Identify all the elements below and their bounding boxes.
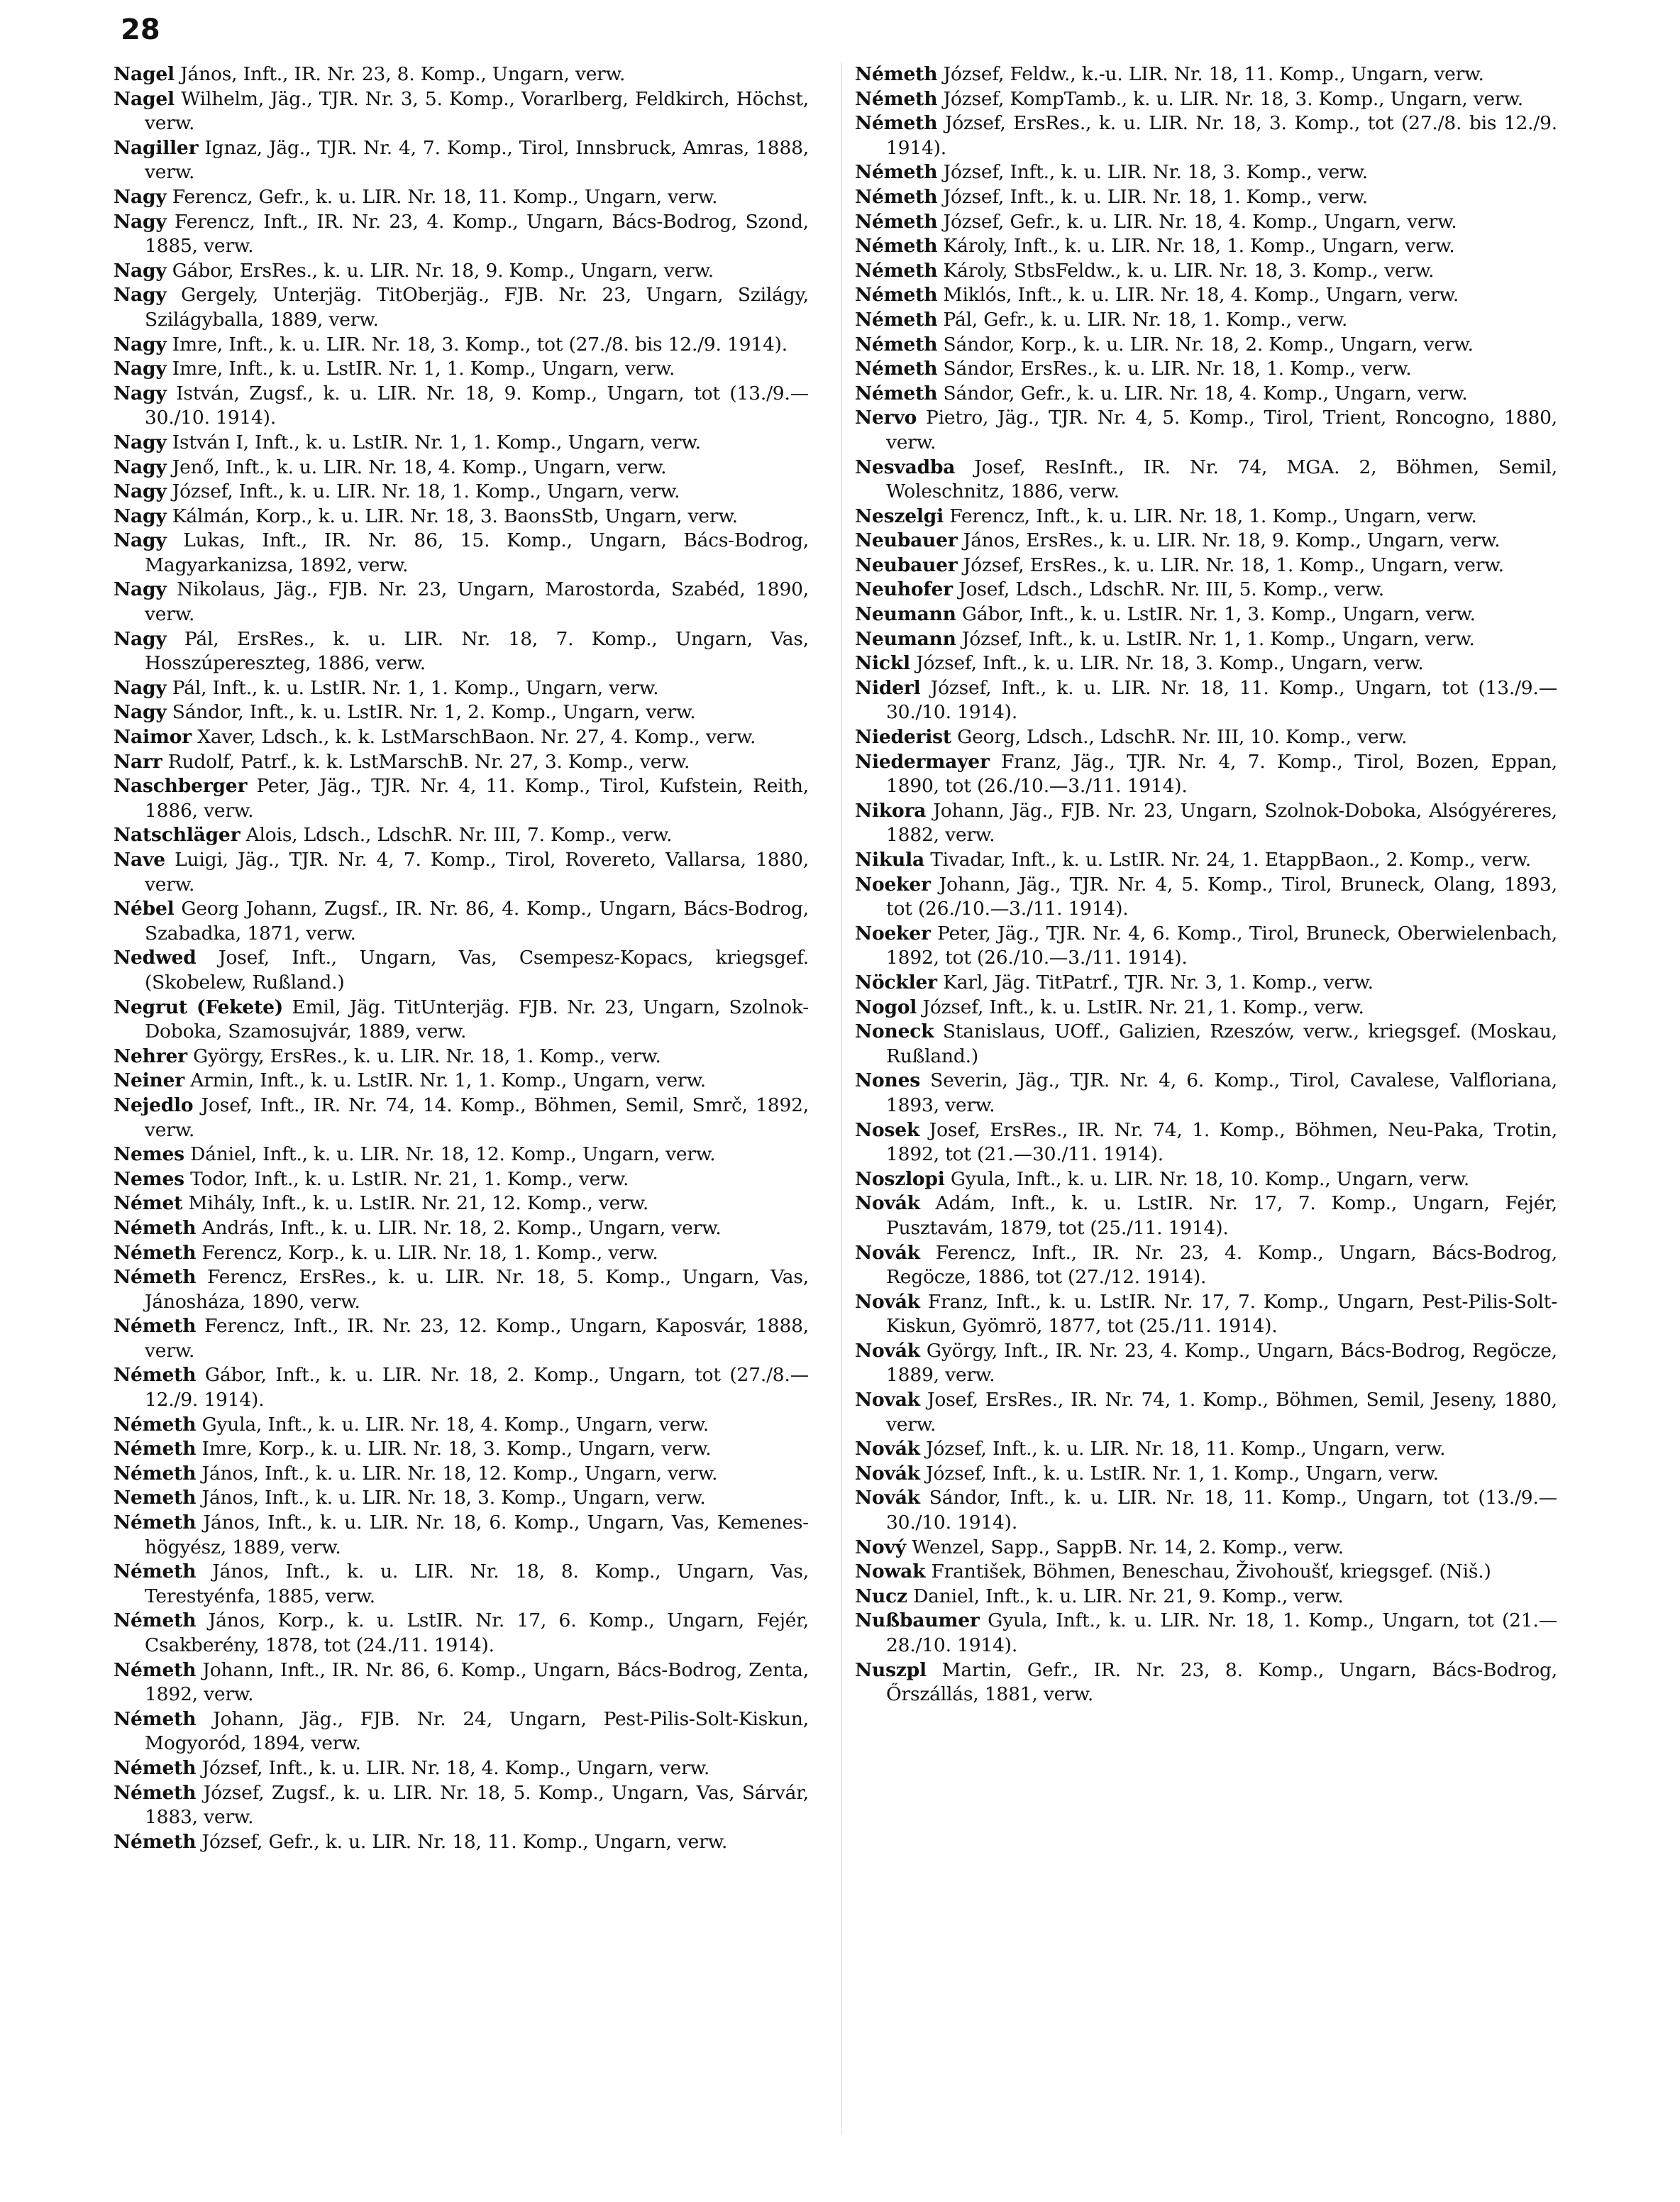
roster-entry <box>855 1658 1557 1707</box>
entry-details: Peter, Jäg., TJR. Nr. 4, 6. Komp., Tirol, Bruneck, Oberwielenbach, 1892, tot (26./10.—3./11. 1914). <box>886 922 1557 969</box>
entry-surname: Neiner <box>114 1069 185 1092</box>
entry-details: Daniel, Inft., k. u. LIR. Nr. 21, 9. Komp., verw. <box>907 1585 1344 1607</box>
roster-entry <box>114 480 809 505</box>
roster-entry <box>855 1585 1557 1609</box>
entry-surname: Nagy <box>114 505 167 527</box>
entry-details: Kálmán, Korp., k. u. LIR. Nr. 18, 3. BaonsStb, Ungarn, verw. <box>166 505 738 527</box>
entry-surname: Nový <box>855 1536 906 1558</box>
entry-surname: Nucz <box>855 1585 907 1607</box>
entry-details: Gyula, Inft., k. u. LIR. Nr. 18, 1. Komp., Ungarn, tot (21.—28./10. 1914). <box>886 1609 1557 1656</box>
entry-details: Josef, Inft., Ungarn, Vas, Csempesz-Kopacs, kriegsgef. (Skobelew, Rußland.) <box>145 947 809 993</box>
entry-surname: Nagy <box>114 358 167 380</box>
roster-entry <box>114 578 809 627</box>
roster-entry <box>855 676 1557 725</box>
roster-entry <box>855 1339 1557 1388</box>
entry-details: Johann, Jäg., TJR. Nr. 4, 5. Komp., Tirol, Bruneck, Olang, 1893, tot (26./10.—3./11. 1914). <box>886 873 1557 920</box>
roster-entry <box>114 1511 809 1560</box>
entry-details: Josef, ErsRes., IR. Nr. 74, 1. Komp., Böhmen, Neu-Paka, Trotin, 1892, tot (21.—30./11. 1914). <box>886 1118 1557 1166</box>
entry-details: Karl, Jäg. TitPatrf., TJR. Nr. 3, 1. Komp., verw. <box>936 971 1374 993</box>
entry-surname: Németh <box>114 1216 197 1239</box>
entry-surname: Nébel <box>114 898 175 920</box>
entry-details: György, ErsRes., k. u. LIR. Nr. 18, 1. Komp., verw. <box>187 1045 661 1067</box>
roster-entry <box>855 1437 1557 1462</box>
entry-surname: Németh <box>114 1781 197 1804</box>
roster-entry <box>855 210 1557 235</box>
entry-details: Armin, Inft., k. u. LstIR. Nr. 1, 1. Komp., Ungarn, verw. <box>184 1069 707 1092</box>
roster-entry <box>114 1241 809 1266</box>
entry-details: József, Inft., k. u. LstIR. Nr. 21, 1. Komp., verw. <box>917 996 1364 1018</box>
entry-surname: Nones <box>855 1069 920 1092</box>
entry-surname: Niedermayer <box>855 750 990 773</box>
entry-surname: Niderl <box>855 676 921 699</box>
entry-surname: Novák <box>855 1462 920 1485</box>
entry-surname: Németh <box>855 358 938 380</box>
roster-entry <box>114 529 809 578</box>
entry-surname: Novák <box>855 1339 920 1362</box>
entry-details: József, Inft., k. u. LIR. Nr. 18, 1. Komp., verw. <box>937 185 1368 208</box>
roster-entry <box>114 1462 809 1487</box>
roster-entry <box>114 1314 809 1363</box>
entry-surname: Nußbaumer <box>855 1609 980 1632</box>
entry-details: Sándor, Inft., k. u. LIR. Nr. 18, 11. Komp., Ungarn, tot (13./9.—30./10. 1914). <box>886 1487 1557 1534</box>
roster-entry <box>855 283 1557 308</box>
entry-details: Imre, Inft., k. u. LIR. Nr. 18, 3. Komp., tot (27./8. bis 12./9. 1914). <box>166 333 788 356</box>
roster-entry <box>855 382 1557 407</box>
entry-details: Miklós, Inft., k. u. LIR. Nr. 18, 4. Komp., Ungarn, verw. <box>937 284 1459 307</box>
entry-details: József, Inft., k. u. LstIR. Nr. 1, 1. Komp., Ungarn, verw. <box>919 1462 1439 1485</box>
entry-details: Peter, Jäg., TJR. Nr. 4, 11. Komp., Tirol, Kufstein, Reith, 1886, verw. <box>145 775 809 822</box>
entry-details: József, KompTamb., k. u. LIR. Nr. 18, 3. Komp., Ungarn, verw. <box>937 87 1523 110</box>
entry-surname: Nagy <box>114 185 167 208</box>
entry-surname: Németh <box>114 1462 197 1485</box>
roster-entry <box>114 1363 809 1412</box>
entry-details: János, Inft., k. u. LIR. Nr. 18, 3. Komp., Ungarn, verw. <box>196 1487 706 1509</box>
entry-surname: Nagy <box>114 627 167 650</box>
roster-entry <box>855 873 1557 922</box>
entry-surname: Németh <box>114 1560 197 1583</box>
entry-surname: Németh <box>855 333 938 356</box>
roster-entry <box>114 1045 809 1069</box>
column-gutter <box>841 62 842 2135</box>
entry-details: József, Inft., k. u. LIR. Nr. 18, 3. Komp., verw. <box>937 161 1368 184</box>
entry-details: Károly, StbsFeldw., k. u. LIR. Nr. 18, 3. Komp., verw. <box>937 259 1435 282</box>
entry-surname: Neubauer <box>855 554 958 576</box>
entry-surname: Noeker <box>855 873 931 896</box>
roster-entry <box>114 210 809 259</box>
entry-surname: Nagel <box>114 63 175 85</box>
roster-entry <box>114 1781 809 1830</box>
entry-surname: Németh <box>114 1830 197 1853</box>
roster-entry <box>114 456 809 480</box>
roster-entry <box>114 136 809 185</box>
roster-entry <box>114 848 809 897</box>
roster-entry <box>114 996 809 1045</box>
entry-surname: Nikula <box>855 849 924 871</box>
entry-surname: Neumann <box>855 603 956 626</box>
entry-surname: Nagiller <box>114 136 199 159</box>
entry-surname: Niederist <box>855 726 951 749</box>
entry-details: Emil, Jäg. TitUnterjäg. FJB. Nr. 23, Ungarn, Szolnok-Doboka, Szamosujvár, 1889, verw. <box>145 996 809 1043</box>
entry-details: Sándor, ErsRes., k. u. LIR. Nr. 18, 1. Komp., verw. <box>937 358 1412 380</box>
entry-surname: Németh <box>114 1266 197 1289</box>
entry-surname: Németh <box>114 1658 197 1681</box>
entry-surname: Naimor <box>114 726 192 749</box>
entry-surname: Németh <box>114 1315 197 1338</box>
entry-details: János, Inft., k. u. LIR. Nr. 18, 12. Komp., Ungarn, verw. <box>196 1462 718 1485</box>
entry-surname: Németh <box>855 112 938 135</box>
entry-details: Josef, ErsRes., IR. Nr. 74, 1. Komp., Böhmen, Semil, Jeseny, 1880, verw. <box>886 1389 1557 1436</box>
entry-details: Mihály, Inft., k. u. LstIR. Nr. 21, 12. Komp., verw. <box>182 1192 649 1215</box>
entry-surname: Novák <box>855 1487 920 1509</box>
entry-details: Xaver, Ldsch., k. k. LstMarschBaon. Nr. 27, 4. Komp., verw. <box>191 726 756 749</box>
entry-details: József, ErsRes., k. u. LIR. Nr. 18, 3. Komp., tot (27./8. bis 12./9. 1914). <box>886 112 1557 159</box>
entry-details: Georg Johann, Zugsf., IR. Nr. 86, 4. Komp., Ungarn, Bács-Bodrog, Szabadka, 1871, verw. <box>145 898 809 945</box>
entry-surname: Nagy <box>114 529 167 552</box>
roster-entry <box>855 922 1557 971</box>
entry-details: János, ErsRes., k. u. LIR. Nr. 18, 9. Komp., Ungarn, verw. <box>957 529 1501 552</box>
roster-entry <box>114 1707 809 1756</box>
roster-entry <box>114 185 809 210</box>
entry-surname: Neuhofer <box>855 578 953 601</box>
roster-entry <box>114 774 809 823</box>
roster-entry <box>855 456 1557 505</box>
entry-surname: Nagel <box>114 87 175 110</box>
entry-details: Sándor, Korp., k. u. LIR. Nr. 18, 2. Komp., Ungarn, verw. <box>937 333 1474 356</box>
entry-surname: Novak <box>855 1389 920 1411</box>
entry-details: Gyula, Inft., k. u. LIR. Nr. 18, 4. Komp., Ungarn, verw. <box>196 1413 709 1436</box>
entry-details: József, Inft., k. u. LIR. Nr. 18, 1. Komp., Ungarn, verw. <box>166 480 680 503</box>
entry-surname: Németh <box>855 210 938 233</box>
entry-surname: Nogol <box>855 996 917 1018</box>
roster-entry <box>114 946 809 995</box>
entry-surname: Novák <box>855 1438 920 1460</box>
entry-surname: Németh <box>855 308 938 331</box>
entry-details: Ferencz, Inft., IR. Nr. 23, 4. Komp., Ungarn, Bács-Bodrog, Regöcze, 1886, tot (27./12. 1914). <box>886 1241 1557 1289</box>
roster-entry <box>855 1241 1557 1290</box>
entry-details: János, Inft., k. u. LIR. Nr. 18, 8. Komp., Ungarn, Vas, Terestyénfa, 1885, verw. <box>145 1560 809 1607</box>
roster-entry <box>855 1191 1557 1240</box>
entry-details: Ferencz, Inft., IR. Nr. 23, 12. Komp., Ungarn, Kaposvár, 1888, verw. <box>145 1315 809 1362</box>
roster-entry <box>114 259 809 284</box>
roster-entry <box>855 259 1557 284</box>
entry-details: Josef, ResInft., IR. Nr. 74, MGA. 2, Böhmen, Semil, Woleschnitz, 1886, verw. <box>886 456 1557 503</box>
entry-details: Pál, Gefr., k. u. LIR. Nr. 18, 1. Komp., verw. <box>937 308 1348 331</box>
roster-entry <box>855 529 1557 554</box>
roster-entry <box>114 676 809 701</box>
roster-entry <box>855 1486 1557 1535</box>
roster-entry <box>114 725 809 750</box>
entry-surname: Németh <box>114 1241 197 1264</box>
entry-details: István, Zugsf., k. u. LIR. Nr. 18, 9. Komp., Ungarn, tot (13./9.—30./10. 1914). <box>145 382 809 429</box>
entry-details: Sándor, Gefr., k. u. LIR. Nr. 18, 4. Komp., Ungarn, verw. <box>937 382 1468 404</box>
entry-surname: Nagy <box>114 456 167 478</box>
roster-entry <box>114 1216 809 1241</box>
roster-entry <box>114 382 809 431</box>
roster-entry <box>855 505 1557 529</box>
roster-entry <box>114 431 809 456</box>
roster-entry <box>114 62 809 87</box>
roster-entry <box>855 602 1557 627</box>
entry-details: Wilhelm, Jäg., TJR. Nr. 3, 5. Komp., Vorarlberg, Feldkirch, Höchst, verw. <box>145 87 809 135</box>
roster-entry <box>114 1167 809 1192</box>
roster-entry <box>114 1069 809 1094</box>
roster-entry <box>855 308 1557 333</box>
entry-surname: Németh <box>855 259 938 282</box>
entry-surname: Nuszpl <box>855 1658 927 1681</box>
entry-surname: Nagy <box>114 333 167 356</box>
entry-surname: Nowak <box>855 1560 926 1583</box>
page-number: 28 <box>121 13 160 46</box>
roster-entry <box>855 1388 1557 1437</box>
right-column <box>855 62 1557 1707</box>
entry-surname: Nikora <box>855 799 927 822</box>
entry-details: Dániel, Inft., k. u. LIR. Nr. 18, 12. Komp., Ungarn, verw. <box>184 1143 716 1166</box>
roster-entry <box>114 897 809 946</box>
entry-details: Rudolf, Patrf., k. k. LstMarschB. Nr. 27, 3. Komp., verw. <box>162 750 690 773</box>
entry-surname: Nagy <box>114 480 167 503</box>
entry-details: Josef, Inft., IR. Nr. 74, 14. Komp., Böhmen, Semil, Smrč, 1892, verw. <box>145 1094 809 1141</box>
entry-surname: Noeker <box>855 922 931 945</box>
entry-details: Gábor, Inft., k. u. LstIR. Nr. 1, 3. Komp., Ungarn, verw. <box>956 603 1476 626</box>
entry-details: Stanislaus, UOff., Galizien, Rzeszów, verw., kriegsgef. (Moskau, Rußland.) <box>886 1020 1557 1067</box>
entry-details: Sándor, Inft., k. u. LstIR. Nr. 1, 2. Komp., Ungarn, verw. <box>166 701 696 724</box>
entry-surname: Negrut (Fekete) <box>114 996 284 1018</box>
entry-surname: Németh <box>114 1609 197 1632</box>
roster-entry <box>114 750 809 775</box>
entry-details: Jenő, Inft., k. u. LIR. Nr. 18, 4. Komp., Ungarn, verw. <box>166 456 667 478</box>
entry-details: József, Gefr., k. u. LIR. Nr. 18, 4. Komp., Ungarn, verw. <box>937 210 1457 233</box>
entry-surname: Németh <box>855 382 938 404</box>
roster-entry <box>855 111 1557 160</box>
roster-entry <box>855 185 1557 210</box>
entry-surname: Nöckler <box>855 971 937 993</box>
entry-surname: Németh <box>855 87 938 110</box>
entry-surname: Natschläger <box>114 824 241 847</box>
roster-entry <box>855 848 1557 873</box>
roster-entry <box>114 87 809 136</box>
roster-entry <box>855 627 1557 652</box>
roster-entry <box>855 799 1557 848</box>
roster-entry <box>855 1560 1557 1585</box>
roster-entry <box>114 505 809 529</box>
entry-surname: Németh <box>114 1364 197 1387</box>
roster-entry <box>855 160 1557 185</box>
roster-entry <box>855 996 1557 1020</box>
entry-surname: Nosek <box>855 1118 920 1141</box>
entry-details: Wenzel, Sapp., SappB. Nr. 14, 2. Komp., verw. <box>905 1536 1344 1558</box>
entry-details: József, Inft., k. u. LIR. Nr. 18, 11. Komp., Ungarn, tot (13./9.—30./10. 1914). <box>886 676 1557 724</box>
entry-details: Gergely, Unterjäg. TitOberjäg., FJB. Nr. 23, Ungarn, Szilágy, Szilágyballa, 1889, verw. <box>145 284 809 331</box>
left-column <box>114 62 809 1854</box>
entry-surname: Nagy <box>114 431 167 453</box>
entry-surname: Németh <box>114 1438 197 1460</box>
entry-details: Ferencz, ErsRes., k. u. LIR. Nr. 18, 5. Komp., Ungarn, Vas, Jánosháza, 1890, verw. <box>145 1266 809 1313</box>
roster-entry <box>114 1658 809 1707</box>
entry-surname: Novák <box>855 1290 920 1313</box>
roster-entry <box>855 87 1557 112</box>
roster-entry <box>855 333 1557 358</box>
entry-surname: Neszelgi <box>855 505 944 527</box>
entry-surname: Noszlopi <box>855 1167 945 1190</box>
roster-entry <box>114 1756 809 1781</box>
entry-surname: Nagy <box>114 701 167 724</box>
roster-entry <box>114 1094 809 1143</box>
entry-details: Johann, Jäg., FJB. Nr. 24, Ungarn, Pest-Pilis-Solt-Kiskun, Mogyoród, 1894, verw. <box>145 1707 809 1755</box>
entry-details: Pál, Inft., k. u. LstIR. Nr. 1, 1. Komp., Ungarn, verw. <box>166 676 659 699</box>
roster-entry <box>114 1143 809 1167</box>
entry-details: Imre, Inft., k. u. LstIR. Nr. 1, 1. Komp., Ungarn, verw. <box>166 358 675 380</box>
roster-entry <box>114 357 809 382</box>
roster-entry <box>114 700 809 725</box>
entry-surname: Nagy <box>114 676 167 699</box>
roster-entry <box>114 1560 809 1609</box>
roster-entry <box>855 578 1557 602</box>
roster-entry <box>855 971 1557 996</box>
entry-details: Gyula, Inft., k. u. LIR. Nr. 18, 10. Komp., Ungarn, verw. <box>944 1167 1470 1190</box>
entry-details: Ferencz, Korp., k. u. LIR. Nr. 18, 1. Komp., verw. <box>196 1241 658 1264</box>
entry-details: Lukas, Inft., IR. Nr. 86, 15. Komp., Ungarn, Bács-Bodrog, Magyarkanizsa, 1892, verw. <box>145 529 809 576</box>
entry-details: Tivadar, Inft., k. u. LstIR. Nr. 24, 1. EtappBaon., 2. Komp., verw. <box>924 849 1532 871</box>
entry-details: Imre, Korp., k. u. LIR. Nr. 18, 3. Komp., Ungarn, verw. <box>196 1438 712 1460</box>
entry-details: Ferencz, Gefr., k. u. LIR. Nr. 18, 11. Komp., Ungarn, verw. <box>166 185 718 208</box>
entry-details: József, Inft., k. u. LIR. Nr. 18, 11. Komp., Ungarn, verw. <box>919 1438 1446 1460</box>
entry-surname: Nervo <box>855 407 917 429</box>
entry-details: György, Inft., IR. Nr. 23, 4. Komp., Ungarn, Bács-Bodrog, Regöcze, 1889, verw. <box>886 1339 1557 1387</box>
roster-entry <box>855 651 1557 676</box>
entry-details: Johann, Jäg., FJB. Nr. 23, Ungarn, Szolnok-Doboka, Alsógyéreres, 1882, verw. <box>886 799 1557 847</box>
entry-details: Alois, Ldsch., LdschR. Nr. III, 7. Komp., verw. <box>240 824 673 847</box>
entry-details: József, Inft., k. u. LstIR. Nr. 1, 1. Komp., Ungarn, verw. <box>956 627 1475 650</box>
roster-entry <box>855 62 1557 87</box>
entry-surname: Nejedlo <box>114 1094 194 1116</box>
roster-entry <box>855 357 1557 382</box>
roster-entry <box>114 1830 809 1855</box>
entry-surname: Németh <box>114 1413 197 1436</box>
roster-entry <box>114 627 809 676</box>
roster-entry <box>114 333 809 358</box>
entry-details: Martin, Gefr., IR. Nr. 23, 8. Komp., Ungarn, Bács-Bodrog, Őrszállás, 1881, verw. <box>886 1658 1557 1706</box>
roster-entry <box>114 1191 809 1216</box>
entry-details: József, Inft., k. u. LIR. Nr. 18, 4. Komp., Ungarn, verw. <box>196 1756 710 1779</box>
entry-details: Johann, Inft., IR. Nr. 86, 6. Komp., Ungarn, Bács-Bodrog, Zenta, 1892, verw. <box>145 1658 809 1706</box>
roster-entry <box>855 1290 1557 1339</box>
entry-details: Franz, Jäg., TJR. Nr. 4, 7. Komp., Tirol, Bozen, Eppan, 1890, tot (26./10.—3./11. 1914). <box>886 750 1557 798</box>
entry-surname: Németh <box>855 161 938 184</box>
entry-details: Ferencz, Inft., IR. Nr. 23, 4. Komp., Ungarn, Bács-Bodrog, Szond, 1885, verw. <box>145 210 809 258</box>
entry-surname: Narr <box>114 750 162 773</box>
roster-entry <box>855 1069 1557 1118</box>
entry-surname: Nagy <box>114 382 167 404</box>
entry-surname: Nehrer <box>114 1045 187 1067</box>
entry-details: Adám, Inft., k. u. LstIR. Nr. 17, 7. Komp., Ungarn, Fejér, Pusztavám, 1879, tot (25./11. 1914). <box>886 1192 1557 1239</box>
entry-details: János, Inft., IR. Nr. 23, 8. Komp., Ungarn, verw. <box>174 63 626 85</box>
entry-details: Pietro, Jäg., TJR. Nr. 4, 5. Komp., Tirol, Trient, Roncogno, 1880, verw. <box>886 407 1557 453</box>
roster-entry <box>114 1609 809 1658</box>
entry-surname: Nemes <box>114 1143 184 1166</box>
entry-surname: Nickl <box>855 652 910 675</box>
entry-details: József, Inft., k. u. LIR. Nr. 18, 3. Komp., Ungarn, verw. <box>910 652 1424 675</box>
roster-entry <box>855 1020 1557 1069</box>
roster-entry <box>855 1167 1557 1192</box>
entry-details: József, Zugsf., k. u. LIR. Nr. 18, 5. Komp., Ungarn, Vas, Sárvár, 1883, verw. <box>145 1781 809 1829</box>
entry-surname: Németh <box>855 284 938 307</box>
roster-entry <box>114 283 809 332</box>
roster-entry <box>855 750 1557 799</box>
roster-entry <box>855 1536 1557 1560</box>
entry-details: Ferencz, Inft., k. u. LIR. Nr. 18, 1. Komp., Ungarn, verw. <box>943 505 1477 527</box>
entry-surname: Nave <box>114 849 165 871</box>
entry-details: Károly, Inft., k. u. LIR. Nr. 18, 1. Komp., Ungarn, verw. <box>937 235 1455 258</box>
entry-surname: Nagy <box>114 210 167 233</box>
entry-details: Nikolaus, Jäg., FJB. Nr. 23, Ungarn, Marostorda, Szabéd, 1890, verw. <box>145 578 809 626</box>
entry-surname: Németh <box>855 235 938 258</box>
entry-surname: Németh <box>114 1707 197 1730</box>
entry-surname: Neubauer <box>855 529 958 552</box>
entry-details: Josef, Ldsch., LdschR. Nr. III, 5. Komp., verw. <box>952 578 1384 601</box>
entry-surname: Német <box>114 1192 183 1215</box>
entry-surname: Noneck <box>855 1020 934 1043</box>
roster-entry <box>855 1609 1557 1658</box>
entry-details: Todor, Inft., k. u. LstIR. Nr. 21, 1. Komp., verw. <box>184 1167 629 1190</box>
entry-details: József, Feldw., k.-u. LIR. Nr. 18, 11. Komp., Ungarn, verw. <box>937 63 1484 85</box>
roster-entry <box>855 554 1557 578</box>
entry-surname: Nedwed <box>114 947 197 969</box>
entry-details: Georg, Ldsch., LdschR. Nr. III, 10. Komp., verw. <box>951 726 1408 749</box>
entry-details: Gábor, ErsRes., k. u. LIR. Nr. 18, 9. Komp., Ungarn, verw. <box>166 259 714 282</box>
entry-details: Ignaz, Jäg., TJR. Nr. 4, 7. Komp., Tirol, Innsbruck, Amras, 1888, verw. <box>145 136 809 184</box>
roster-entry <box>114 1437 809 1462</box>
entry-surname: Naschberger <box>114 775 248 798</box>
roster-entry <box>855 725 1557 750</box>
entry-surname: Németh <box>855 185 938 208</box>
entry-surname: Nesvadba <box>855 456 956 478</box>
entry-details: János, Korp., k. u. LstIR. Nr. 17, 6. Komp., Ungarn, Fejér, Csakberény, 1878, tot (24./11. 1914). <box>145 1609 809 1656</box>
entry-details: József, Gefr., k. u. LIR. Nr. 18, 11. Komp., Ungarn, verw. <box>196 1830 728 1853</box>
entry-surname: Németh <box>114 1512 197 1534</box>
roster-entry <box>855 406 1557 455</box>
entry-details: Gábor, Inft., k. u. LIR. Nr. 18, 2. Komp., Ungarn, tot (27./8.—12./9. 1914). <box>145 1364 809 1411</box>
roster-entry <box>114 1486 809 1511</box>
entry-details: Luigi, Jäg., TJR. Nr. 4, 7. Komp., Tirol, Rovereto, Vallarsa, 1880, verw. <box>145 849 809 896</box>
entry-details: Franz, Inft., k. u. LstIR. Nr. 17, 7. Komp., Ungarn, Pest-Pilis-Solt-Kiskun, Gyömrö, 1877, tot (25./11. 1914). <box>886 1290 1557 1338</box>
entry-surname: Németh <box>114 1756 197 1779</box>
entry-details: František, Böhmen, Beneschau, Živohoušť, kriegsgef. (Niš.) <box>925 1560 1491 1583</box>
entry-surname: Nagy <box>114 284 167 307</box>
entry-details: János, Inft., k. u. LIR. Nr. 18, 6. Komp., Ungarn, Vas, Kemenes-högyész, 1889, verw. <box>145 1512 809 1558</box>
entry-details: Pál, ErsRes., k. u. LIR. Nr. 18, 7. Komp., Ungarn, Vas, Hosszúpereszteg, 1886, verw. <box>145 627 809 675</box>
roster-entry <box>855 234 1557 259</box>
entry-details: József, ErsRes., k. u. LIR. Nr. 18, 1. Komp., Ungarn, verw. <box>957 554 1504 576</box>
roster-entry <box>855 1118 1557 1167</box>
entry-surname: Neumann <box>855 627 956 650</box>
entry-surname: Nagy <box>114 259 167 282</box>
entry-surname: Nagy <box>114 578 167 601</box>
entry-surname: Novák <box>855 1241 920 1264</box>
entry-details: Severin, Jäg., TJR. Nr. 4, 6. Komp., Tirol, Cavalese, Valfloriana, 1893, verw. <box>886 1069 1557 1116</box>
roster-entry <box>855 1462 1557 1487</box>
roster-entry <box>114 1265 809 1314</box>
entry-surname: Nemeth <box>114 1487 197 1509</box>
entry-surname: Németh <box>855 63 938 85</box>
roster-entry <box>114 823 809 848</box>
entry-surname: Nemes <box>114 1167 184 1190</box>
entry-details: István I, Inft., k. u. LstIR. Nr. 1, 1. Komp., Ungarn, verw. <box>166 431 701 453</box>
roster-entry <box>114 1413 809 1438</box>
entry-surname: Novák <box>855 1192 920 1215</box>
entry-details: András, Inft., k. u. LIR. Nr. 18, 2. Komp., Ungarn, verw. <box>196 1216 722 1239</box>
